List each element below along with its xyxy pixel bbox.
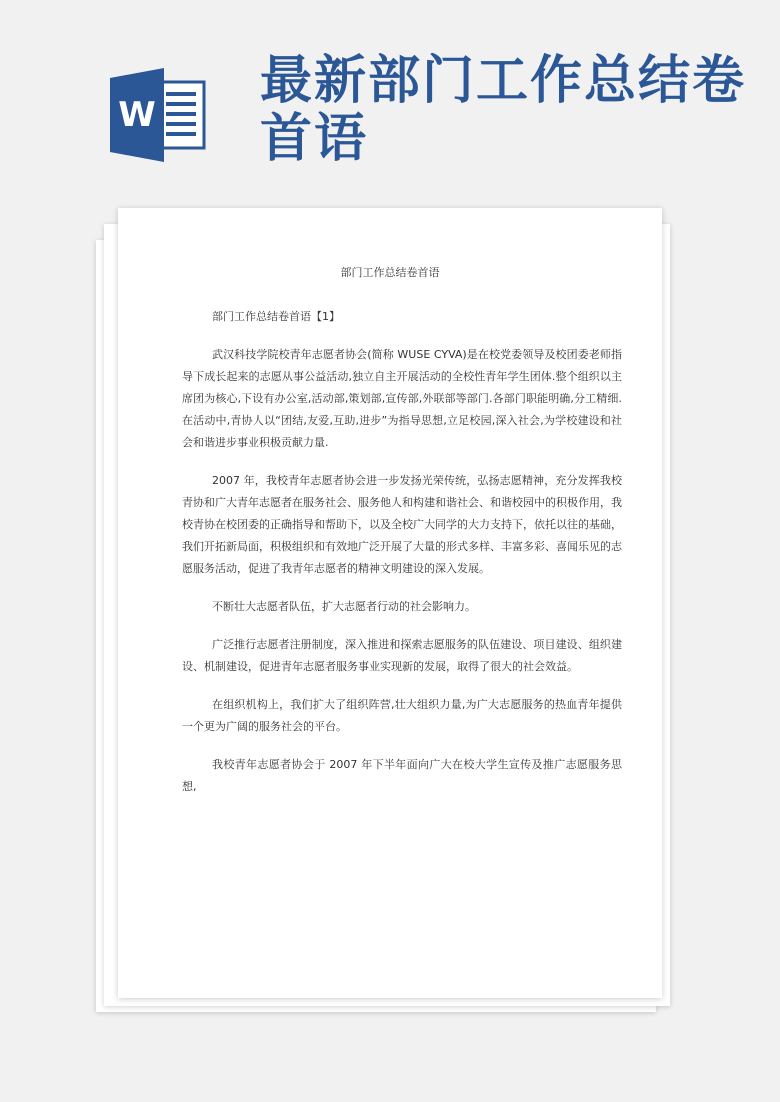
body-paragraph: 我校青年志愿者协会于 2007 年下半年面向广大在校大学生宣传及推广志愿服务思想, bbox=[182, 758, 622, 793]
page-title: 最新部门工作总结卷首语 bbox=[260, 51, 747, 169]
document-page bbox=[118, 208, 662, 998]
body-paragraph: 广泛推行志愿者注册制度，深入推进和探索志愿服务的队伍建设、项目建设、组织建设、机制建设，促进青年志愿者服务事业实现新的发展，取得了很大的社会效益。 bbox=[182, 638, 622, 673]
body-paragraph: 在组织机构上，我们扩大了组织阵营,壮大组织力量,为广大志愿服务的热血青年提供一个更为广阔的服务社会的平台。 bbox=[182, 698, 622, 733]
body-paragraph: 武汉科技学院校青年志愿者协会(简称 WUSE CYVA)是在校党委领导及校团委老师指导下成长起来的志愿从事公益活动,独立自主开展活动的全校性青年学生团体.整个组织以主席团为核心,下设有办公室,活动部,策划部,宣传部,外联部等部门.各部门职能明确,分工精细.在活动中,青协人以“团结,友爱,互助,进步”为指导思想,立足校园,深入社会,为学校建设和社会和谐进步事业积极贡献力量. bbox=[182, 348, 622, 449]
document-body bbox=[182, 306, 622, 814]
svg-text:W: W bbox=[118, 95, 156, 135]
document-title: 部门工作总结卷首语 bbox=[340, 266, 440, 279]
body-paragraph: 2007 年，我校青年志愿者协会进一步发扬光荣传统，弘扬志愿精神，充分发挥我校青协和广大青年志愿者在服务社会、服务他人和构建和谐社会、和谐校园中的积极作用，我校青协在校团委的正确指导和帮助下，以及全校广大同学的大力支持下，依托以往的基础，我们开拓新局面，积极组织和有效地广泛开展了大量的形式多样、丰富多彩、喜闻乐见的志愿服务活动，促进了我青年志愿者的精神文明建设的深入发展。 bbox=[182, 474, 622, 575]
section-heading: 部门工作总结卷首语【1】 bbox=[212, 310, 340, 323]
body-paragraph: 不断壮大志愿者队伍，扩大志愿者行动的社会影响力。 bbox=[212, 600, 476, 613]
word-logo-icon bbox=[108, 68, 208, 162]
